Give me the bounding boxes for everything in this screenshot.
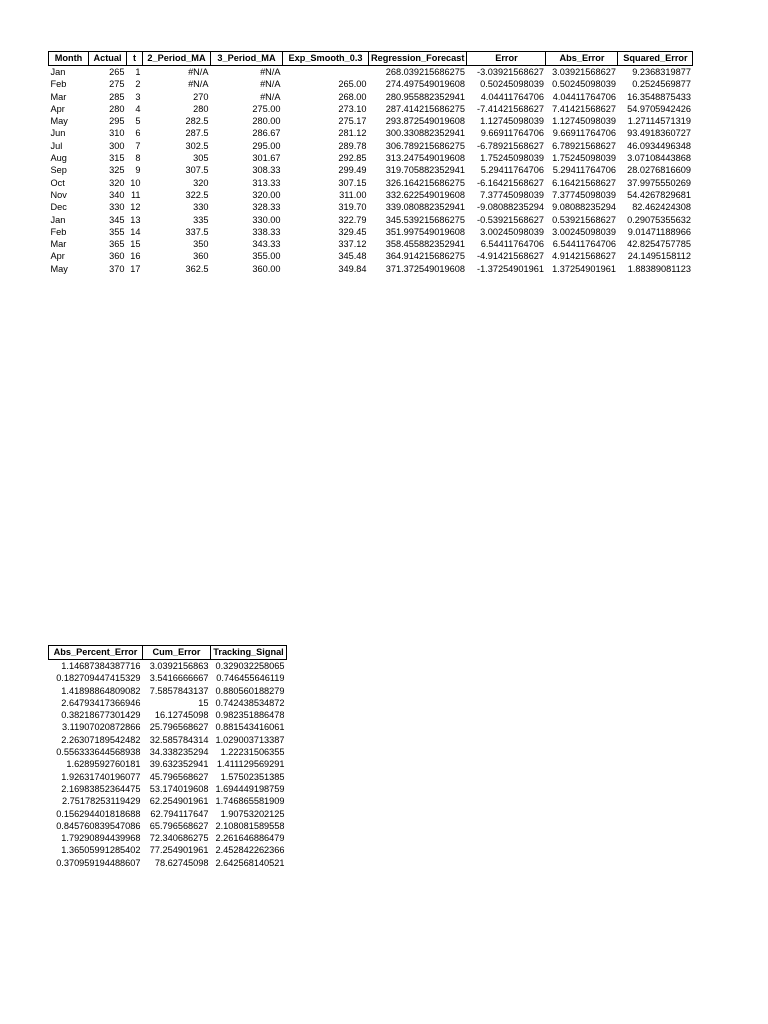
cell-actual[interactable]: 315 — [109, 153, 125, 164]
cell-tracking-signal[interactable]: 0.742438534872 — [215, 697, 285, 708]
cell-abs-error[interactable]: 0.53921568627 — [552, 214, 616, 225]
table-row — [49, 127, 693, 139]
cell-tracking-signal[interactable]: 1.22231506355 — [220, 747, 285, 758]
cell-tracking-signal[interactable]: 0.880560188279 — [215, 685, 285, 696]
cell-squared-error[interactable]: 54.9705942426 — [627, 103, 691, 114]
cell-exp-smooth[interactable]: 311.00 — [339, 189, 367, 200]
cell-abs-error[interactable]: 3.00245098039 — [552, 226, 616, 237]
cell-abs-percent-error[interactable]: 3.11907020872866 — [61, 722, 141, 733]
cell-2-period-ma[interactable]: 302.5 — [185, 140, 209, 151]
cell-t[interactable]: 6 — [135, 128, 141, 139]
cell-month[interactable]: May — [50, 263, 68, 274]
table-row — [49, 746, 287, 758]
cell-regression-forecast[interactable]: 358.455882352941 — [385, 239, 465, 250]
cell-error[interactable]: -9.08088235294 — [477, 202, 544, 213]
cell-squared-error[interactable]: 0.29075355632 — [627, 214, 691, 225]
cell-abs-error[interactable]: 6.78921568627 — [552, 140, 616, 151]
column-header-cum-error[interactable]: Cum_Error — [143, 646, 211, 660]
cell-tracking-signal[interactable]: 0.982351886478 — [215, 710, 285, 721]
cell-2-period-ma[interactable]: 322.5 — [185, 189, 209, 200]
cell-abs-percent-error[interactable]: 2.16983852364475 — [61, 783, 141, 794]
cell-actual[interactable]: 370 — [109, 263, 125, 274]
cell-3-period-ma[interactable]: 313.33 — [252, 177, 281, 188]
table-row — [49, 660, 287, 673]
table-row — [49, 263, 693, 275]
cell-squared-error[interactable]: 46.0934496348 — [627, 140, 691, 151]
cell-tracking-signal[interactable]: 2.452842262366 — [215, 845, 285, 856]
table-row — [49, 685, 287, 697]
cell-abs-error[interactable]: 7.41421568627 — [552, 103, 616, 114]
cell-exp-smooth[interactable]: 299.49 — [338, 165, 367, 176]
cell-cum-error[interactable]: 78.62745098 — [154, 857, 209, 868]
cell-month[interactable]: Mar — [50, 91, 67, 102]
cell-cum-error[interactable]: 16.12745098 — [154, 710, 209, 721]
cell-regression-forecast[interactable]: 300.330882352941 — [385, 128, 465, 139]
cell-month[interactable]: Feb — [50, 79, 67, 90]
cell-tracking-signal[interactable]: 0.881543416061 — [215, 722, 285, 733]
cell-actual[interactable]: 275 — [109, 79, 125, 90]
cell-regression-forecast[interactable]: 364.914215686275 — [385, 251, 465, 262]
cell-abs-error[interactable]: 1.37254901961 — [552, 263, 616, 274]
cell-exp-smooth[interactable]: 268.00 — [338, 91, 367, 102]
cell-cum-error[interactable]: 62.254901961 — [149, 796, 209, 807]
column-header-tracking-signal[interactable]: Tracking_Signal — [211, 646, 287, 660]
cell-regression-forecast[interactable]: 306.789215686275 — [385, 140, 465, 151]
cell-cum-error[interactable]: 72.340686275 — [149, 833, 209, 844]
cell-month[interactable]: Jan — [50, 214, 66, 225]
cell-month[interactable]: Feb — [50, 226, 67, 237]
cell-actual[interactable]: 295 — [109, 116, 125, 127]
cell-t[interactable]: 16 — [130, 251, 141, 262]
table-row — [49, 857, 287, 869]
table-row — [49, 672, 287, 684]
cell-t[interactable]: 4 — [135, 103, 141, 114]
column-header-abs-error[interactable]: Abs_Error — [546, 52, 618, 66]
cell-abs-percent-error[interactable]: 0.556333644568938 — [56, 747, 141, 758]
cell-regression-forecast[interactable]: 319.705882352941 — [385, 165, 465, 176]
cell-t[interactable]: 8 — [135, 153, 141, 164]
cell-squared-error[interactable]: 82.462424308 — [632, 202, 691, 213]
cell-t[interactable]: 13 — [130, 214, 141, 225]
cell-2-period-ma[interactable]: 337.5 — [185, 226, 209, 237]
cell-regression-forecast[interactable]: 313.247549019608 — [385, 153, 465, 164]
cell-squared-error[interactable]: 9.01471188966 — [627, 226, 691, 237]
cell-abs-error[interactable]: 0.50245098039 — [552, 79, 616, 90]
table-row — [49, 795, 287, 807]
cell-abs-error[interactable]: 6.16421568627 — [552, 177, 616, 188]
cell-cum-error[interactable]: 7.5857843137 — [149, 685, 209, 696]
cell-actual[interactable]: 365 — [109, 239, 125, 250]
cell-squared-error[interactable]: 54.4267829681 — [627, 189, 691, 200]
cell-error[interactable]: -6.16421568627 — [477, 177, 544, 188]
cell-abs-percent-error[interactable]: 0.156294401818688 — [56, 808, 141, 819]
cell-squared-error[interactable]: 0.2524569877 — [632, 79, 691, 90]
cell-cum-error[interactable]: 39.632352941 — [149, 759, 209, 770]
cell-3-period-ma[interactable]: 360.00 — [252, 263, 281, 274]
cell-error[interactable]: 5.29411764706 — [480, 165, 544, 176]
cell-2-period-ma[interactable]: 350 — [193, 239, 209, 250]
table-row — [49, 91, 693, 103]
cell-2-period-ma[interactable]: 320 — [193, 177, 209, 188]
cell-squared-error[interactable]: 16.3548875433 — [627, 91, 691, 102]
cell-error[interactable]: 7.37745098039 — [480, 189, 544, 200]
cell-abs-error[interactable]: 9.08088235294 — [552, 202, 616, 213]
cell-exp-smooth[interactable]: 275.17 — [338, 116, 367, 127]
cell-tracking-signal[interactable]: 2.108081589558 — [215, 820, 285, 831]
cell-3-period-ma[interactable]: 320.00 — [252, 189, 281, 200]
column-header-3-period-ma[interactable]: 3_Period_MA — [211, 52, 283, 66]
column-header-exp-smooth[interactable]: Exp_Smooth_0.3 — [283, 52, 369, 66]
cell-abs-error[interactable]: 7.37745098039 — [552, 189, 616, 200]
cell-abs-percent-error[interactable]: 0.182709447415329 — [56, 673, 141, 684]
cell-error[interactable]: 0.50245098039 — [480, 79, 544, 90]
cell-exp-smooth[interactable]: 292.85 — [338, 153, 367, 164]
cell-regression-forecast[interactable]: 268.039215686275 — [385, 67, 465, 77]
cell-month[interactable]: Jan — [50, 67, 66, 77]
cell-exp-smooth[interactable]: 322.79 — [338, 214, 367, 225]
cell-t[interactable]: 11 — [130, 189, 141, 200]
cell-abs-percent-error[interactable]: 1.79290894439968 — [61, 833, 141, 844]
cell-2-period-ma[interactable]: 307.5 — [185, 165, 209, 176]
cell-exp-smooth[interactable]: 345.48 — [338, 251, 367, 262]
cell-abs-error[interactable]: 3.03921568627 — [552, 67, 616, 77]
cell-actual[interactable]: 280 — [109, 103, 125, 114]
cell-2-period-ma[interactable]: 330 — [193, 202, 209, 213]
table-row — [49, 250, 693, 262]
table-row — [49, 771, 287, 783]
cell-abs-percent-error[interactable]: 1.41898864809082 — [61, 685, 141, 696]
cell-3-period-ma[interactable]: 328.33 — [252, 202, 281, 213]
table-row — [49, 189, 693, 201]
cell-3-period-ma[interactable]: 308.33 — [252, 165, 281, 176]
table-row — [49, 214, 693, 226]
cell-squared-error[interactable]: 3.07108443868 — [627, 153, 691, 164]
cell-3-period-ma[interactable]: 275.00 — [252, 103, 281, 114]
column-header-t[interactable]: t — [127, 52, 143, 66]
cell-month[interactable]: Jul — [50, 140, 63, 151]
table-row — [49, 238, 693, 250]
cell-tracking-signal[interactable]: 1.746865581909 — [215, 796, 285, 807]
cell-month[interactable]: Apr — [50, 103, 65, 114]
cell-cum-error[interactable]: 45.796568627 — [149, 771, 209, 782]
cell-exp-smooth[interactable]: 349.84 — [338, 263, 367, 274]
cell-regression-forecast[interactable]: 371.372549019608 — [385, 263, 465, 274]
cell-exp-smooth[interactable]: 319.70 — [338, 202, 367, 213]
cell-cum-error[interactable]: 3.5416666667 — [149, 673, 209, 684]
cell-month[interactable]: Oct — [50, 177, 65, 188]
cell-2-period-ma[interactable]: 335 — [193, 214, 209, 225]
cell-abs-error[interactable]: 4.04411764706 — [552, 91, 616, 102]
table-row — [49, 115, 693, 127]
cell-cum-error[interactable]: 15 — [198, 697, 209, 708]
cell-exp-smooth[interactable]: 307.15 — [338, 177, 367, 188]
table-row — [49, 177, 693, 189]
cell-month[interactable]: Sep — [50, 165, 67, 176]
table-row — [49, 832, 287, 844]
cell-exp-smooth[interactable]: 265.00 — [338, 79, 367, 90]
cell-month[interactable]: Aug — [50, 153, 67, 164]
cell-actual[interactable]: 340 — [109, 189, 125, 200]
cell-3-period-ma[interactable]: 330.00 — [252, 214, 281, 225]
cell-abs-percent-error[interactable]: 1.6289592760181 — [66, 759, 141, 770]
cell-t[interactable]: 14 — [130, 226, 141, 237]
cell-error[interactable]: -3.03921568627 — [477, 67, 544, 77]
cell-cum-error[interactable]: 53.174019608 — [149, 783, 209, 794]
cell-exp-smooth[interactable]: 281.12 — [338, 128, 367, 139]
cell-t[interactable]: 1 — [135, 67, 141, 77]
cell-t[interactable]: 12 — [130, 202, 141, 213]
table-row — [49, 734, 287, 746]
table-row — [49, 820, 287, 832]
cell-actual[interactable]: 265 — [109, 67, 125, 77]
cell-cum-error[interactable]: 32.585784314 — [149, 734, 209, 745]
table-row — [49, 721, 287, 733]
cell-3-period-ma[interactable]: #N/A — [260, 79, 281, 90]
cell-error[interactable]: 1.75245098039 — [480, 153, 544, 164]
cell-regression-forecast[interactable]: 287.414215686275 — [385, 103, 465, 114]
cell-t[interactable]: 10 — [130, 177, 141, 188]
cell-cum-error[interactable]: 34.338235294 — [149, 747, 209, 758]
cell-tracking-signal[interactable]: 0.746455646119 — [216, 673, 285, 684]
cell-actual[interactable]: 300 — [109, 140, 125, 151]
cell-abs-percent-error[interactable]: 1.14687384387716 — [61, 661, 141, 671]
cell-regression-forecast[interactable]: 326.164215686275 — [385, 177, 465, 188]
cell-cum-error[interactable]: 62.794117647 — [150, 808, 209, 819]
cell-regression-forecast[interactable]: 280.955882352941 — [385, 91, 465, 102]
cell-month[interactable]: Jun — [50, 128, 66, 139]
cell-3-period-ma[interactable]: 286.67 — [252, 128, 281, 139]
cell-cum-error[interactable]: 77.254901961 — [149, 845, 209, 856]
cell-abs-percent-error[interactable]: 1.92631740196077 — [61, 771, 141, 782]
cell-abs-error[interactable]: 6.54411764706 — [552, 239, 616, 250]
cell-abs-error[interactable]: 1.75245098039 — [552, 153, 616, 164]
column-header-month[interactable]: Month — [49, 52, 89, 66]
cell-month[interactable]: Nov — [50, 189, 67, 200]
cell-exp-smooth[interactable] — [283, 66, 369, 79]
cell-tracking-signal[interactable]: 0.329032258065 — [215, 661, 285, 671]
cell-cum-error[interactable]: 3.0392156863 — [149, 661, 209, 671]
cell-abs-percent-error[interactable]: 0.38218677301429 — [61, 710, 141, 721]
cell-squared-error[interactable]: 42.8254757785 — [627, 239, 691, 250]
cell-error[interactable]: -7.41421568627 — [477, 103, 544, 114]
cell-abs-error[interactable]: 9.66911764706 — [552, 128, 616, 139]
cell-abs-percent-error[interactable]: 0.370959194488607 — [56, 857, 141, 868]
cell-3-period-ma[interactable]: #N/A — [260, 91, 281, 102]
cell-squared-error[interactable]: 93.4918360727 — [627, 128, 691, 139]
cell-actual[interactable]: 355 — [109, 226, 125, 237]
cell-3-period-ma[interactable]: 295.00 — [252, 140, 281, 151]
cell-abs-percent-error[interactable]: 2.26307189542482 — [61, 734, 141, 745]
cell-2-period-ma[interactable]: 282.5 — [185, 116, 209, 127]
cell-tracking-signal[interactable]: 1.90753202125 — [220, 808, 285, 819]
cell-t[interactable]: 17 — [130, 263, 141, 274]
cell-t[interactable]: 5 — [135, 116, 141, 127]
table-row — [49, 78, 693, 90]
cell-actual[interactable]: 310 — [109, 128, 125, 139]
cell-abs-error[interactable]: 1.12745098039 — [552, 116, 616, 127]
cell-error[interactable]: -1.37254901961 — [477, 263, 544, 274]
table-row — [49, 164, 693, 176]
cell-3-period-ma[interactable]: 338.33 — [252, 226, 281, 237]
cell-t[interactable]: 15 — [130, 239, 141, 250]
table-row — [49, 66, 693, 79]
forecast-table — [48, 51, 693, 275]
header-row — [49, 646, 287, 660]
cell-tracking-signal[interactable]: 1.411129569291 — [216, 759, 285, 770]
cell-regression-forecast[interactable]: 274.497549019608 — [385, 79, 465, 90]
cell-month[interactable]: Dec — [50, 202, 67, 213]
table-row — [49, 226, 693, 238]
cell-abs-percent-error[interactable]: 1.36505991285402 — [61, 845, 141, 856]
cell-error[interactable]: -0.53921568627 — [477, 214, 544, 225]
cell-exp-smooth[interactable]: 289.78 — [338, 140, 367, 151]
cell-2-period-ma[interactable]: 287.5 — [185, 128, 209, 139]
cell-month[interactable]: May — [50, 116, 68, 127]
table-row — [49, 709, 287, 721]
cell-regression-forecast[interactable]: 332.622549019608 — [385, 189, 465, 200]
table-row — [49, 783, 287, 795]
cell-3-period-ma[interactable]: 280.00 — [252, 116, 281, 127]
cell-tracking-signal[interactable]: 2.642568140521 — [215, 857, 285, 868]
cell-actual[interactable]: 360 — [109, 251, 125, 262]
cell-cum-error[interactable]: 65.796568627 — [149, 820, 209, 831]
cell-regression-forecast[interactable]: 351.997549019608 — [385, 226, 465, 237]
column-header-abs-percent-error[interactable]: Abs_Percent_Error — [49, 646, 143, 660]
cell-actual[interactable]: 285 — [109, 91, 125, 102]
column-header-regression-forecast[interactable]: Regression_Forecast — [369, 52, 467, 66]
table-row — [49, 844, 287, 856]
cell-3-period-ma[interactable]: 355.00 — [252, 251, 281, 262]
table-row — [49, 758, 287, 770]
cell-squared-error[interactable]: 1.88389081123 — [627, 263, 691, 274]
cell-exp-smooth[interactable]: 273.10 — [338, 103, 367, 114]
cell-abs-percent-error[interactable]: 2.64793417366946 — [61, 697, 141, 708]
column-header-squared-error[interactable]: Squared_Error — [618, 52, 693, 66]
cell-t[interactable]: 2 — [135, 79, 141, 90]
cell-actual[interactable]: 330 — [109, 202, 125, 213]
cell-2-period-ma[interactable]: 362.5 — [185, 263, 209, 274]
cell-squared-error[interactable]: 28.0276816609 — [627, 165, 691, 176]
cell-month[interactable]: Mar — [50, 239, 67, 250]
cell-error[interactable]: 9.66911764706 — [480, 128, 544, 139]
cell-actual[interactable]: 345 — [109, 214, 125, 225]
cell-t[interactable]: 3 — [135, 91, 141, 102]
cell-cum-error[interactable]: 25.796568627 — [149, 722, 209, 733]
cell-squared-error[interactable]: 9.2368319877 — [632, 67, 691, 77]
cell-abs-error[interactable]: 4.91421568627 — [552, 251, 616, 262]
table-row — [49, 152, 693, 164]
cell-regression-forecast[interactable]: 339.080882352941 — [385, 202, 465, 213]
cell-t[interactable]: 7 — [135, 140, 141, 151]
cell-3-period-ma[interactable]: 301.67 — [252, 153, 281, 164]
cell-month[interactable]: Apr — [50, 251, 65, 262]
table-row — [49, 808, 287, 820]
cell-error[interactable]: -4.91421568627 — [477, 251, 544, 262]
cell-actual[interactable]: 320 — [109, 177, 125, 188]
cell-squared-error[interactable]: 1.27114571319 — [627, 116, 691, 127]
cell-2-period-ma[interactable]: #N/A — [188, 67, 209, 77]
cell-2-period-ma[interactable]: #N/A — [188, 79, 209, 90]
cell-exp-smooth[interactable]: 337.12 — [338, 239, 367, 250]
table-row — [49, 140, 693, 152]
cell-abs-percent-error[interactable]: 0.845760839547086 — [56, 820, 141, 831]
table-row — [49, 103, 693, 115]
cell-2-period-ma[interactable]: 270 — [193, 91, 209, 102]
cell-tracking-signal[interactable]: 2.261646886479 — [215, 833, 285, 844]
table-row — [49, 697, 287, 709]
cell-error[interactable]: 4.04411764706 — [480, 91, 544, 102]
cell-error[interactable]: 1.12745098039 — [480, 116, 544, 127]
cell-3-period-ma[interactable]: 343.33 — [252, 239, 281, 250]
cell-actual[interactable]: 325 — [109, 165, 125, 176]
cell-abs-percent-error[interactable]: 2.75178253119429 — [61, 796, 141, 807]
cell-regression-forecast[interactable]: 293.872549019608 — [385, 116, 465, 127]
table-row — [49, 201, 693, 213]
cell-squared-error[interactable]: 37.9975550269 — [627, 177, 691, 188]
cell-2-period-ma[interactable]: 360 — [193, 251, 209, 262]
header-row — [49, 52, 693, 66]
error-tracking-table — [48, 645, 287, 869]
cell-3-period-ma[interactable]: #N/A — [260, 67, 281, 77]
column-header-actual[interactable]: Actual — [89, 52, 127, 66]
cell-regression-forecast[interactable]: 345.539215686275 — [385, 214, 465, 225]
cell-2-period-ma[interactable]: 280 — [193, 103, 209, 114]
cell-tracking-signal[interactable]: 1.57502351385 — [220, 771, 285, 782]
cell-error[interactable]: -6.78921568627 — [477, 140, 544, 151]
cell-tracking-signal[interactable]: 1.694449198759 — [215, 783, 285, 794]
cell-squared-error[interactable]: 24.1495158112 — [627, 251, 691, 262]
cell-tracking-signal[interactable]: 1.029003713387 — [215, 734, 285, 745]
cell-abs-error[interactable]: 5.29411764706 — [552, 165, 616, 176]
cell-t[interactable]: 9 — [135, 165, 141, 176]
cell-error[interactable]: 6.54411764706 — [480, 239, 544, 250]
column-header-2-period-ma[interactable]: 2_Period_MA — [143, 52, 211, 66]
cell-2-period-ma[interactable]: 305 — [193, 153, 209, 164]
column-header-error[interactable]: Error — [467, 52, 546, 66]
cell-error[interactable]: 3.00245098039 — [480, 226, 544, 237]
cell-exp-smooth[interactable]: 329.45 — [338, 226, 367, 237]
